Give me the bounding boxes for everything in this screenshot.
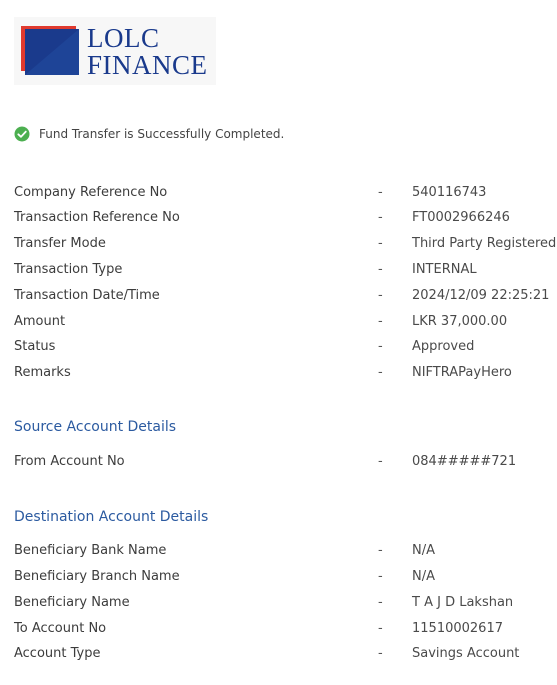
source-account-heading: Source Account Details xyxy=(14,419,177,435)
company-logo xyxy=(14,17,216,85)
detail-value: Third Party Registered xyxy=(412,236,557,251)
detail-value: FT0002966246 xyxy=(412,210,510,225)
detail-value: LKR 37,000.00 xyxy=(412,314,508,329)
detail-value: 084#####721 xyxy=(412,454,517,469)
detail-value: 11510002617 xyxy=(412,621,503,636)
logo-text xyxy=(87,25,208,79)
detail-value: Savings Account xyxy=(412,646,520,661)
detail-row-from-account xyxy=(14,452,557,472)
detail-label: Amount xyxy=(14,314,66,329)
success-message xyxy=(14,126,284,142)
detail-row-beneficiary-name xyxy=(14,593,557,613)
detail-label: Transfer Mode xyxy=(14,236,106,251)
separator: - xyxy=(378,569,383,584)
separator: - xyxy=(378,595,383,610)
detail-label: Transaction Date/Time xyxy=(14,288,160,303)
detail-row-account-type xyxy=(14,644,557,664)
separator: - xyxy=(378,185,383,200)
detail-label: Company Reference No xyxy=(14,185,168,200)
check-circle-icon xyxy=(14,126,30,142)
logo-line-1: LOLC xyxy=(87,23,160,53)
detail-label: From Account No xyxy=(14,454,125,469)
detail-row-amount xyxy=(14,312,557,332)
detail-label: Status xyxy=(14,339,56,354)
detail-row-beneficiary-branch xyxy=(14,567,557,587)
separator: - xyxy=(378,339,383,354)
separator: - xyxy=(378,262,383,277)
detail-row-beneficiary-bank xyxy=(14,541,557,561)
separator: - xyxy=(378,365,383,380)
detail-value: Approved xyxy=(412,339,475,354)
separator: - xyxy=(378,210,383,225)
separator: - xyxy=(378,236,383,251)
detail-value: T A J D Lakshan xyxy=(412,595,514,610)
detail-value: N/A xyxy=(412,569,435,584)
detail-label: Transaction Reference No xyxy=(14,210,180,225)
separator: - xyxy=(378,646,383,661)
separator: - xyxy=(378,621,383,636)
detail-row-remarks xyxy=(14,363,557,383)
detail-value: 540116743 xyxy=(412,185,487,200)
detail-label: Account Type xyxy=(14,646,101,661)
detail-label: Beneficiary Branch Name xyxy=(14,569,180,584)
detail-label: Beneficiary Name xyxy=(14,595,130,610)
destination-account-heading: Destination Account Details xyxy=(14,509,209,525)
detail-value: INTERNAL xyxy=(412,262,477,277)
detail-row-to-account xyxy=(14,619,557,639)
detail-row-transaction-type xyxy=(14,260,557,280)
detail-row-transaction-datetime xyxy=(14,286,557,306)
detail-row-transaction-reference xyxy=(14,208,557,228)
detail-label: Transaction Type xyxy=(14,262,123,277)
success-text: Fund Transfer is Successfully Completed. xyxy=(39,127,285,141)
detail-label: Beneficiary Bank Name xyxy=(14,543,167,558)
detail-row-status xyxy=(14,337,557,357)
detail-row-company-reference xyxy=(14,183,557,203)
detail-value: NIFTRAPayHero xyxy=(412,365,512,380)
separator: - xyxy=(378,454,383,469)
detail-label: Remarks xyxy=(14,365,71,380)
separator: - xyxy=(378,288,383,303)
separator: - xyxy=(378,543,383,558)
detail-label: To Account No xyxy=(14,621,107,636)
detail-value: N/A xyxy=(412,543,435,558)
logo-line-2: FINANCE xyxy=(87,50,208,80)
detail-row-transfer-mode xyxy=(14,234,557,254)
separator: - xyxy=(378,314,383,329)
detail-value: 2024/12/09 22:25:21 xyxy=(412,288,550,303)
